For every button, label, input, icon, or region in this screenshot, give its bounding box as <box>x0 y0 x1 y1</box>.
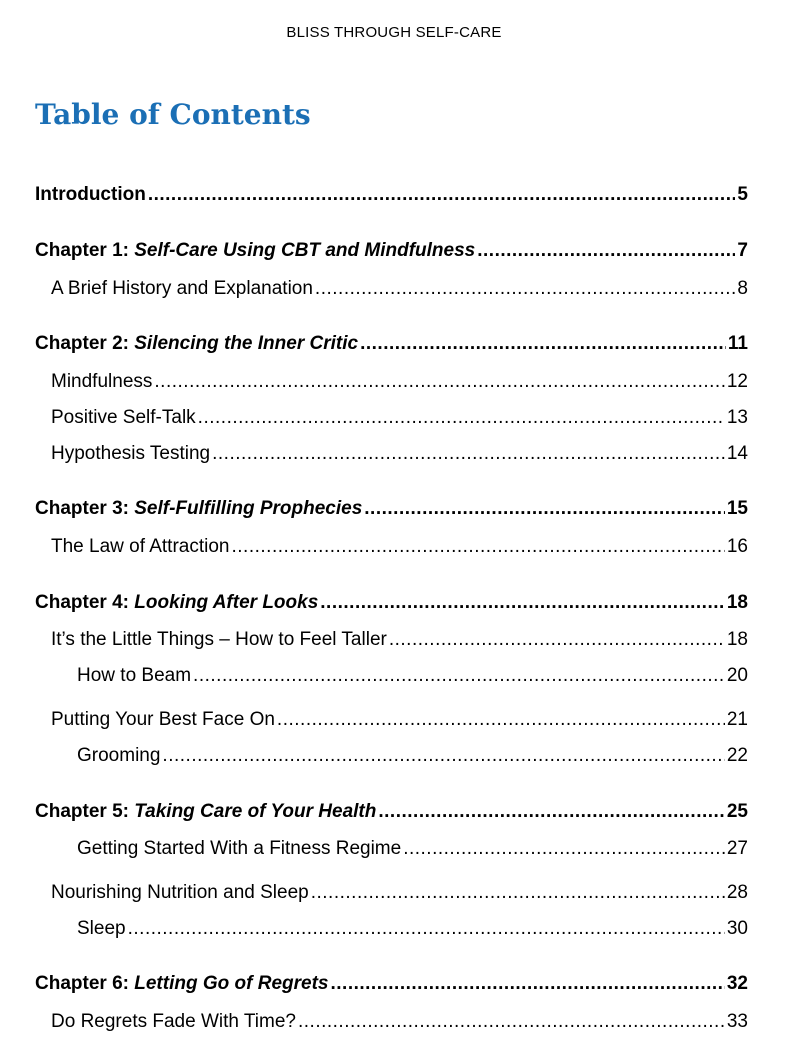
entry-label: Introduction <box>35 184 146 205</box>
dot-leader <box>360 331 726 357</box>
dot-leader <box>212 441 725 467</box>
entry-label: Do Regrets Fade With Time? <box>51 1011 296 1032</box>
page-number: 32 <box>726 973 748 994</box>
dot-leader <box>330 971 724 997</box>
entry-label: Chapter 1: <box>35 240 135 261</box>
page-number: 16 <box>726 536 748 557</box>
page-number: 20 <box>726 665 748 686</box>
entry-label: Chapter 3: <box>35 498 135 519</box>
entry-label: The Law of Attraction <box>51 536 230 557</box>
dot-leader <box>232 534 725 560</box>
dot-leader <box>193 663 725 689</box>
toc-entry-chapter-1[interactable] <box>35 238 748 264</box>
page-number: 7 <box>737 240 748 261</box>
entry-label: It’s the Little Things – How to Feel Taller <box>51 629 387 650</box>
entry-label: Putting Your Best Face On <box>51 709 275 730</box>
dot-leader <box>277 707 725 733</box>
toc-entry-fitness-regime[interactable] <box>77 836 748 862</box>
toc-entry-grooming[interactable] <box>77 743 748 769</box>
toc-entry-nutrition-sleep[interactable] <box>51 880 748 906</box>
page-number: 18 <box>726 592 748 613</box>
entry-label: Grooming <box>77 745 161 766</box>
toc-entry-introduction[interactable] <box>35 182 748 208</box>
chapter-title: Self-Care Using CBT and Mindfulness <box>134 240 476 261</box>
page-number: 18 <box>726 629 748 650</box>
toc-entry-positive-self-talk[interactable] <box>51 405 748 431</box>
chapter-title: Taking Care of Your Health <box>134 801 377 822</box>
page-number: 8 <box>737 278 748 299</box>
running-header: BLISS THROUGH SELF-CARE <box>286 24 502 41</box>
entry-label: Nourishing Nutrition and Sleep <box>51 882 309 903</box>
entry-label: How to Beam <box>77 665 192 686</box>
toc-entry-chapter-5[interactable] <box>35 799 748 825</box>
entry-label: Getting Started With a Fitness Regime <box>77 838 402 859</box>
entry-label: Hypothesis Testing <box>51 443 211 464</box>
toc-entry-hypothesis-testing[interactable] <box>51 441 748 467</box>
toc-entry-sleep[interactable] <box>77 916 748 942</box>
page-number: 27 <box>726 838 748 859</box>
page-number: 33 <box>726 1011 748 1032</box>
entry-label: A Brief History and Explanation <box>51 278 313 299</box>
toc-entry-mindfulness[interactable] <box>51 369 748 395</box>
entry-label: Sleep <box>77 918 126 939</box>
dot-leader <box>298 1009 725 1035</box>
dot-leader <box>389 627 725 653</box>
toc-entry-chapter-2[interactable] <box>35 331 748 357</box>
page-number: 28 <box>726 882 748 903</box>
chapter-title: Self-Fulfilling Prophecies <box>134 498 363 519</box>
dot-leader <box>364 496 725 522</box>
entry-label: Chapter 6: <box>35 973 135 994</box>
page-title: Table of Contents <box>35 98 311 131</box>
toc-entry-brief-history[interactable] <box>51 276 748 302</box>
page-number: 30 <box>726 918 748 939</box>
toc-entry-how-to-beam[interactable] <box>77 663 748 689</box>
dot-leader <box>128 916 725 942</box>
toc-entry-law-of-attraction[interactable] <box>51 534 748 560</box>
dot-leader <box>320 590 725 616</box>
page-number: 25 <box>726 801 748 822</box>
page-number: 13 <box>726 407 748 428</box>
entry-label: Chapter 5: <box>35 801 135 822</box>
entry-label: Positive Self-Talk <box>51 407 196 428</box>
dot-leader <box>311 880 725 906</box>
dot-leader <box>378 799 724 825</box>
dot-leader <box>477 238 735 264</box>
dot-leader <box>403 836 725 862</box>
toc-entry-chapter-6[interactable] <box>35 971 748 997</box>
chapter-title: Looking After Looks <box>134 592 319 613</box>
entry-label: Mindfulness <box>51 371 153 392</box>
toc-entry-regrets-fade[interactable] <box>51 1009 748 1035</box>
entry-label: Chapter 4: <box>35 592 135 613</box>
toc-entry-little-things[interactable] <box>51 627 748 653</box>
toc-entry-chapter-4[interactable] <box>35 590 748 616</box>
chapter-title: Letting Go of Regrets <box>134 973 329 994</box>
page-number: 14 <box>726 443 748 464</box>
page-number: 11 <box>727 333 748 354</box>
page-number: 12 <box>726 371 748 392</box>
dot-leader <box>315 276 736 302</box>
dot-leader <box>148 182 736 208</box>
page-number: 22 <box>726 745 748 766</box>
page-number: 21 <box>726 709 748 730</box>
toc-entry-best-face[interactable] <box>51 707 748 733</box>
dot-leader <box>198 405 725 431</box>
chapter-title: Silencing the Inner Critic <box>134 333 359 354</box>
entry-label: Chapter 2: <box>35 333 135 354</box>
toc-entry-chapter-3[interactable] <box>35 496 748 522</box>
dot-leader <box>154 369 724 395</box>
dot-leader <box>162 743 724 769</box>
page-number: 5 <box>737 184 748 205</box>
page-number: 15 <box>726 498 748 519</box>
